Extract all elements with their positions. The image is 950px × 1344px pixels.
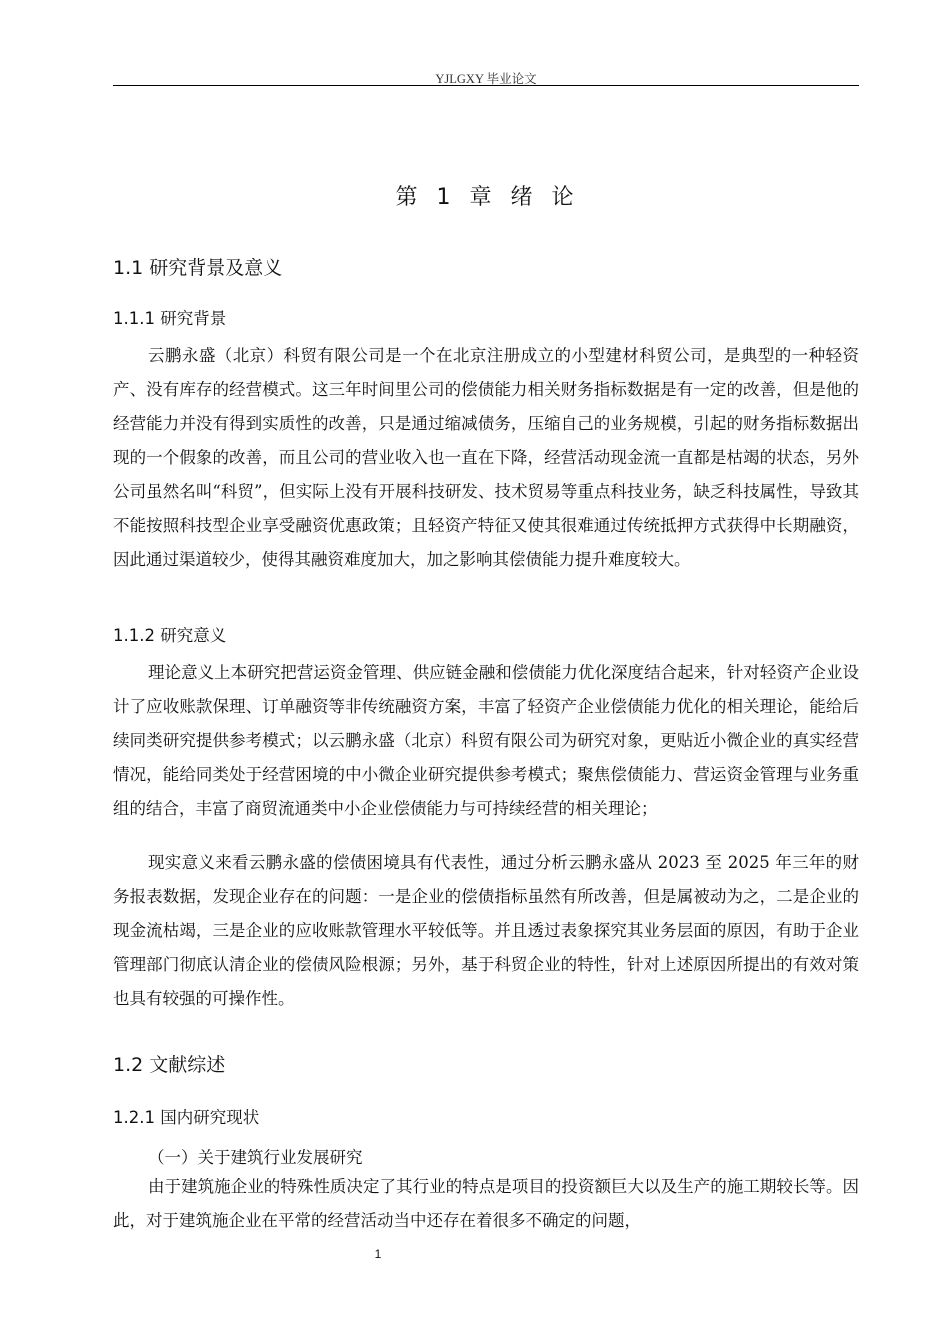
header-rule bbox=[113, 85, 859, 86]
subsection-heading-1-1-1: 1.1.1 研究背景 bbox=[113, 309, 227, 328]
chapter-title: 第 1 章 绪 论 bbox=[395, 185, 577, 210]
section-heading-1-1: 1.1 研究背景及意义 bbox=[113, 257, 283, 279]
paragraph-theoretical-significance: 理论意义上本研究把营运资金管理、供应链金融和偿债能力优化深度结合起来，针对轻资产企业设计了应收账款保理、订单融资等非传统融资方案，丰富了轻资产企业偿债能力优化的相关理论，能给后续同类研究提供参考模式；以云鹏永盛（北京）科贸有限公司为研究对象，更贴近小微企业的真实经营情况，能给同类处于经营困境的中小微企业研究提供参考模式；聚焦偿债能力、营运资金管理与业务重组的结合，丰富了商贸流通类中小企业偿债能力与可持续经营的相关理论； bbox=[113, 663, 859, 818]
page-number: 1 bbox=[374, 1247, 382, 1261]
section-heading-1-2: 1.2 文献综述 bbox=[113, 1054, 226, 1076]
subsection-heading-1-2-1: 1.2.1 国内研究现状 bbox=[113, 1108, 260, 1127]
sub-heading-construction-industry: （一）关于建筑行业发展研究 bbox=[148, 1148, 363, 1167]
subsection-heading-1-1-2: 1.1.2 研究意义 bbox=[113, 626, 227, 645]
paragraph-practical-significance: 现实意义来看云鹏永盛的偿债困境具有代表性，通过分析云鹏永盛从 2023 至 2025 年三年的财务报表数据，发现企业存在的问题：一是企业的偿债指标虽然有所改善，但是属被动为之，二是企业的现金流枯竭，三是企业的应收账款管理水平较低等。并且透过表象探究其业务层面的原因，有助于企业管理部门彻底认清企业的偿债风险根源；另外，基于科贸企业的特性，针对上述原因所提出的有效对策也具有较强的可操作性。 bbox=[113, 853, 859, 1008]
paragraph-research-background: 云鹏永盛（北京）科贸有限公司是一个在北京注册成立的小型建材科贸公司，是典型的一种轻资产、没有库存的经营模式。这三年时间里公司的偿债能力相关财务指标数据是有一定的改善，但是他的经营能力并没有得到实质性的改善，只是通过缩减债务，压缩自己的业务规模，引起的财务指标数据出现的一个假象的改善，而且公司的营业收入也一直在下降，经营活动现金流一直都是枯竭的状态，另外公司虽然名叫“科贸”，但实际上没有开展科技研发、技术贸易等重点科技业务，缺乏科技属性，导致其不能按照科技型企业享受融资优惠政策；且轻资产特征又使其很难通过传统抵押方式获得中长期融资，因此通过渠道较少，使得其融资难度加大，加之影响其偿债能力提升难度较大。 bbox=[113, 346, 859, 569]
paragraph-construction-industry: 由于建筑施企业的特殊性质决定了其行业的特点是项目的投资额巨大以及生产的施工期较长等。因此，对于建筑施企业在平常的经营活动当中还存在着很多不确定的问题， bbox=[113, 1177, 859, 1230]
running-header: YJLGXY 毕业论文 bbox=[435, 72, 537, 86]
